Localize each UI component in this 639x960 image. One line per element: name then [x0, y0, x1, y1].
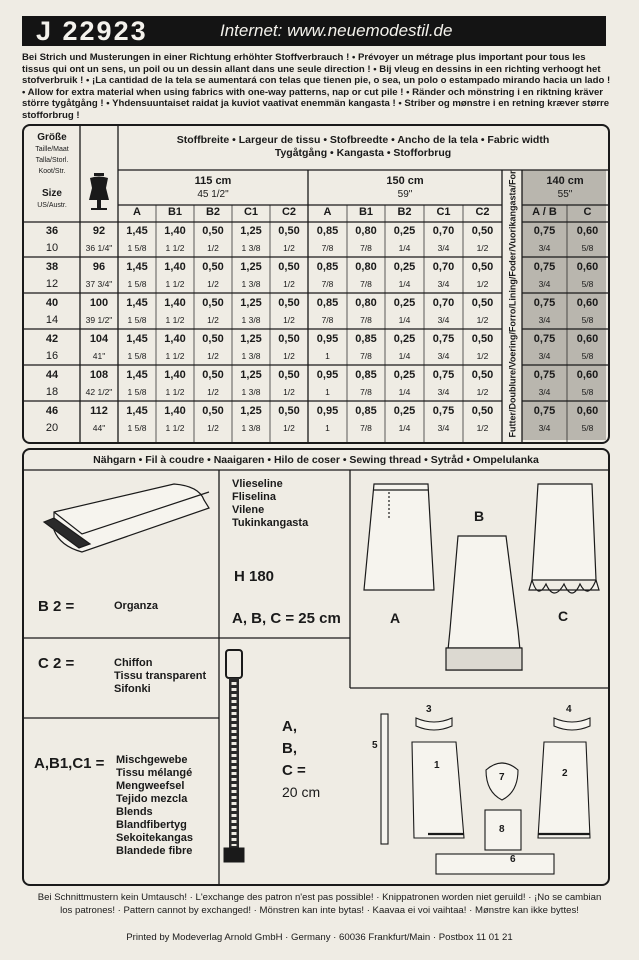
- view-a-skirt: [364, 484, 434, 590]
- bust-cm-0: 92: [92, 225, 106, 237]
- yard-115-4-4: 1/2: [283, 387, 295, 397]
- yard-115-2-0: 1 5/8: [127, 315, 147, 325]
- abc1-fabric-2: Mengweefsel: [116, 780, 185, 792]
- meter-150-1-4: 0,50: [471, 261, 494, 273]
- abc1-fabric-3: Tejido mezcla: [116, 793, 188, 805]
- fabric-width-title-2: Tygåtgång • Kangasta • Stofforbrug: [274, 147, 452, 159]
- yard-140-1-1: 5/8: [581, 279, 594, 289]
- b2-fabric: Organza: [114, 600, 159, 612]
- abc1-fabric-4: Blends: [116, 806, 153, 818]
- col-header-150-0: A: [323, 206, 332, 218]
- meter-115-3-2: 0,50: [202, 333, 224, 345]
- width-150-inch: 59": [397, 189, 413, 200]
- internet-address: Internet: www.neuemodestil.de: [220, 21, 453, 40]
- yard-140-3-0: 3/4: [538, 351, 551, 361]
- printed-by: Printed by Modeverlag Arnold GmbH · Germany · 60036 Frankfurt/Main · Postbox 11 01 21: [126, 932, 513, 943]
- size-eu-1: 38: [45, 261, 59, 273]
- yard-150-4-4: 1/2: [476, 387, 489, 397]
- abc1-fabric-7: Blandede fibre: [116, 845, 193, 857]
- meter-150-0-4: 0,50: [471, 225, 494, 237]
- interfacing-name-1: Fliselina: [232, 491, 277, 503]
- meter-150-2-4: 0,50: [471, 297, 494, 309]
- yard-150-3-3: 3/4: [437, 351, 450, 361]
- yard-150-0-2: 1/4: [398, 243, 411, 253]
- yard-140-4-0: 3/4: [538, 387, 551, 397]
- meter-150-4-4: 0,50: [471, 369, 494, 381]
- size-eu-0: 36: [45, 225, 59, 237]
- size-label-fr: Taille/Maat: [35, 146, 69, 153]
- meter-115-4-0: 1,45: [126, 369, 148, 381]
- yard-150-2-4: 1/2: [476, 315, 489, 325]
- meter-115-5-4: 0,50: [278, 405, 300, 417]
- yard-150-1-4: 1/2: [476, 279, 489, 289]
- yard-150-5-1: 7/8: [360, 423, 372, 433]
- exchange-notice-2: los patrones! · Pattern cannot by exchanged! · Mönstren kan inte bytas! · Kaavaa ei voi vaihtaa! · Mønstre kan ikke byttes!: [60, 905, 579, 916]
- piece-7: 7: [499, 772, 505, 783]
- meter-150-2-1: 0,80: [355, 297, 377, 309]
- yard-115-3-0: 1 5/8: [127, 351, 147, 361]
- col-header-150-1: B1: [358, 206, 374, 218]
- c2-fabric-3: Sifonki: [114, 683, 151, 695]
- meter-150-4-2: 0,25: [393, 369, 416, 381]
- meter-150-4-1: 0,85: [355, 369, 377, 381]
- meter-150-0-2: 0,25: [393, 225, 416, 237]
- lining-label: Futter/Doublure/Voering/Forro/Lining/Foder/Vuorikangasta/For: [507, 170, 518, 438]
- yard-150-0-0: 7/8: [321, 243, 334, 253]
- yard-115-4-2: 1/2: [207, 387, 219, 397]
- b2-label: B 2 =: [38, 598, 75, 615]
- sewing-thread-label: Nähgarn • Fil à coudre • Naaigaren • Hilo de coser • Sewing thread • Sytråd • Ompelulanka: [93, 454, 539, 466]
- interfacing-name-3: Tukinkangasta: [232, 517, 309, 529]
- width-115-cm: 115 cm: [194, 175, 232, 187]
- yard-150-2-3: 3/4: [437, 315, 450, 325]
- yard-115-0-1: 1 1/2: [165, 243, 185, 253]
- size-label: Größe: [37, 132, 67, 143]
- width-140-inch: 55": [557, 189, 573, 200]
- yard-150-2-0: 7/8: [321, 315, 334, 325]
- piece-5: 5: [372, 740, 378, 751]
- fabric-requirement-table: [22, 124, 610, 444]
- yard-115-5-1: 1 1/2: [165, 423, 185, 433]
- size-us-3: 16: [45, 350, 59, 362]
- size-us-0: 10: [45, 242, 59, 254]
- meter-115-1-2: 0,50: [202, 261, 224, 273]
- meter-140-1-0: 0,75: [533, 261, 556, 273]
- yard-115-5-3: 1 3/8: [241, 423, 261, 433]
- yard-150-5-2: 1/4: [398, 423, 411, 433]
- yard-115-1-2: 1/2: [207, 279, 219, 289]
- size-label-es: Talla/Storl.: [35, 157, 69, 164]
- meter-150-1-2: 0,25: [393, 261, 416, 273]
- interfacing-code: H 180: [234, 568, 275, 585]
- meter-140-4-1: 0,60: [576, 369, 599, 381]
- yard-115-4-0: 1 5/8: [127, 387, 147, 397]
- meter-115-1-3: 1,25: [240, 261, 262, 273]
- meter-115-0-1: 1,40: [164, 225, 186, 237]
- meter-115-2-3: 1,25: [240, 297, 262, 309]
- c2-fabric-2: Tissu transparent: [114, 670, 207, 682]
- meter-115-5-3: 1,25: [240, 405, 262, 417]
- meter-150-0-1: 0,80: [355, 225, 377, 237]
- view-c-skirt: [529, 484, 599, 593]
- yard-150-3-2: 1/4: [398, 351, 411, 361]
- yard-150-0-4: 1/2: [476, 243, 489, 253]
- fabric-bolt-icon: [44, 484, 209, 552]
- header-bar: [22, 16, 606, 46]
- size-us-5: 20: [45, 422, 59, 434]
- size-label-fi: Koot/Str.: [38, 168, 66, 175]
- size-us-1: 12: [45, 278, 59, 290]
- meter-150-0-0: 0,85: [316, 225, 339, 237]
- yard-140-0-0: 3/4: [538, 243, 551, 253]
- dress-form-icon: [89, 173, 109, 210]
- width-150-cm: 150 cm: [386, 175, 424, 187]
- meter-150-3-0: 0,95: [316, 333, 339, 345]
- yard-150-4-0: 1: [325, 387, 330, 397]
- yard-150-5-0: 1: [325, 423, 330, 433]
- yard-115-1-4: 1/2: [283, 279, 295, 289]
- meter-115-1-4: 0,50: [278, 261, 300, 273]
- col-header-115-1: B1: [167, 206, 183, 218]
- col-header-115-0: A: [133, 206, 141, 218]
- yard-150-1-2: 1/4: [398, 279, 411, 289]
- interfacing-name-2: Vilene: [232, 504, 265, 516]
- meter-150-5-0: 0,95: [316, 405, 339, 417]
- meter-115-5-1: 1,40: [164, 405, 186, 417]
- yard-115-4-1: 1 1/2: [165, 387, 185, 397]
- meter-115-3-3: 1,25: [240, 333, 262, 345]
- meter-140-3-1: 0,60: [576, 333, 599, 345]
- yard-115-2-4: 1/2: [283, 315, 295, 325]
- meter-140-3-0: 0,75: [533, 333, 556, 345]
- meter-140-2-0: 0,75: [533, 297, 556, 309]
- yard-140-0-1: 5/8: [581, 243, 594, 253]
- piece-2: 2: [562, 768, 568, 779]
- yard-115-3-3: 1 3/8: [241, 351, 261, 361]
- yard-150-0-3: 3/4: [437, 243, 450, 253]
- meter-115-3-0: 1,45: [126, 333, 148, 345]
- yard-150-4-2: 1/4: [398, 387, 411, 397]
- meter-150-1-1: 0,80: [355, 261, 377, 273]
- yard-150-3-4: 1/2: [476, 351, 489, 361]
- view-b-skirt: [446, 536, 522, 670]
- yard-115-5-4: 1/2: [283, 423, 295, 433]
- yard-150-5-3: 3/4: [437, 423, 450, 433]
- meter-150-4-0: 0,95: [316, 369, 339, 381]
- meter-150-2-2: 0,25: [393, 297, 416, 309]
- yard-150-3-0: 1: [325, 351, 330, 361]
- bust-cm-2: 100: [89, 297, 109, 309]
- yard-115-1-1: 1 1/2: [165, 279, 185, 289]
- c2-fabric-1: Chiffon: [114, 657, 153, 669]
- zipper-icon: [224, 650, 244, 862]
- yard-150-5-4: 1/2: [476, 423, 489, 433]
- meter-150-1-3: 0,70: [432, 261, 455, 273]
- size-eu-4: 44: [45, 369, 59, 381]
- view-c-label: C: [558, 608, 569, 624]
- yard-115-2-1: 1 1/2: [165, 315, 185, 325]
- meter-115-3-1: 1,40: [164, 333, 186, 345]
- size-eu-3: 42: [45, 333, 59, 345]
- meter-115-0-0: 1,45: [126, 225, 148, 237]
- meter-140-4-0: 0,75: [533, 369, 556, 381]
- meter-115-2-1: 1,40: [164, 297, 186, 309]
- meter-150-5-4: 0,50: [471, 405, 494, 417]
- yard-150-2-1: 7/8: [360, 315, 372, 325]
- bust-inch-3: 41": [92, 351, 106, 361]
- yard-150-1-1: 7/8: [360, 279, 372, 289]
- col-header-140-0: A / B: [532, 206, 557, 218]
- yard-150-2-2: 1/4: [398, 315, 411, 325]
- meter-150-2-3: 0,70: [432, 297, 455, 309]
- yard-150-3-1: 7/8: [360, 351, 372, 361]
- yard-115-0-0: 1 5/8: [127, 243, 147, 253]
- yard-140-1-0: 3/4: [538, 279, 551, 289]
- bust-inch-0: 36 1/4": [85, 243, 113, 253]
- meter-150-0-3: 0,70: [432, 225, 455, 237]
- meter-140-5-0: 0,75: [533, 405, 556, 417]
- width-115-inch: 45 1/2": [197, 189, 229, 200]
- abc1-label: A,B1,C1 =: [34, 755, 105, 772]
- meter-115-0-4: 0,50: [278, 225, 300, 237]
- meter-115-3-4: 0,50: [278, 333, 300, 345]
- meter-115-4-2: 0,50: [202, 369, 224, 381]
- size-us-4: 18: [45, 386, 59, 398]
- yard-140-4-1: 5/8: [581, 387, 594, 397]
- intro-text: Bei Strich und Musterungen in einer Richtung erhöhter Stoffverbrauch ! • Prévoyer un métrage plus important pour tous les tissus qui ont un sens, un poil ou un dessin allant dans une seule direction ! • Bij vleug en dessins in een richting verhoogt het stofverbruik ! • ¡La cantidad de la tela se aumentará con telas que tienen pie, o sea, un polo o estampado mirando hacia un lado ! • Allow for extra material when using fabrics with one-way patterns, nap or cut pile ! • Ränder och mönstring i en riktning kräver större tygåtgång ! • Yhdensuuntaiset raidat ja kuviot vaativat enemmän kangasta ! • Striber og mønstre i en retning kræver større stofforbrug !: [22, 52, 611, 121]
- yard-140-5-1: 5/8: [581, 423, 594, 433]
- yard-115-1-0: 1 5/8: [127, 279, 147, 289]
- us-size-sub: US/Austr.: [37, 202, 67, 209]
- piece-6: 6: [510, 854, 516, 865]
- meter-140-1-1: 0,60: [576, 261, 599, 273]
- yard-150-4-3: 3/4: [437, 387, 450, 397]
- meter-115-2-2: 0,50: [202, 297, 224, 309]
- meter-115-0-2: 0,50: [202, 225, 224, 237]
- yard-115-5-2: 1/2: [207, 423, 219, 433]
- size-eu-2: 40: [45, 297, 59, 309]
- meter-115-1-1: 1,40: [164, 261, 186, 273]
- notions-panel: [22, 448, 610, 886]
- meter-140-2-1: 0,60: [576, 297, 599, 309]
- notions-drawing: [24, 450, 608, 884]
- yard-115-2-3: 1 3/8: [241, 315, 261, 325]
- piece-4: 4: [566, 704, 572, 715]
- view-b-label: B: [474, 508, 485, 524]
- col-header-140-1: C: [583, 206, 592, 218]
- meter-115-2-0: 1,45: [126, 297, 148, 309]
- meter-140-0-0: 0,75: [533, 225, 556, 237]
- meter-115-5-0: 1,45: [126, 405, 148, 417]
- exchange-notice-1: Bei Schnittmustern kein Umtausch! · L'exchange des patron n'est pas possible! · Knippatronen worden niet geruild! · ¡No se cambian: [37, 892, 602, 903]
- yard-115-0-3: 1 3/8: [241, 243, 261, 253]
- yard-115-1-3: 1 3/8: [241, 279, 261, 289]
- meter-150-2-0: 0,85: [316, 297, 339, 309]
- meter-140-0-1: 0,60: [576, 225, 599, 237]
- meter-150-3-3: 0,75: [432, 333, 455, 345]
- pattern-piece-layout: [381, 714, 590, 874]
- col-header-115-4: C2: [281, 206, 297, 218]
- meter-115-4-4: 0,50: [278, 369, 300, 381]
- meter-150-1-0: 0,85: [316, 261, 339, 273]
- piece-1: 1: [434, 760, 440, 771]
- yard-115-2-2: 1/2: [207, 315, 219, 325]
- meter-115-2-4: 0,50: [278, 297, 300, 309]
- bust-cm-1: 96: [92, 261, 106, 273]
- meter-115-1-0: 1,45: [126, 261, 148, 273]
- yard-115-3-2: 1/2: [207, 351, 219, 361]
- yard-150-4-1: 7/8: [360, 387, 372, 397]
- bust-cm-5: 112: [90, 405, 108, 417]
- col-header-115-2: B2: [205, 206, 221, 218]
- size-us-2: 14: [45, 314, 59, 326]
- abc1-fabric-1: Tissu mélangé: [116, 767, 193, 779]
- col-header-115-3: C1: [243, 206, 259, 218]
- yard-150-1-0: 7/8: [321, 279, 334, 289]
- meter-150-4-3: 0,75: [432, 369, 455, 381]
- yard-115-4-3: 1 3/8: [241, 387, 261, 397]
- meter-115-5-2: 0,50: [202, 405, 224, 417]
- meter-140-5-1: 0,60: [576, 405, 599, 417]
- abc1-fabric-5: Blandfibertyg: [116, 819, 187, 831]
- yard-150-0-1: 7/8: [360, 243, 372, 253]
- yard-140-5-0: 3/4: [538, 423, 551, 433]
- yard-115-3-1: 1 1/2: [165, 351, 185, 361]
- yard-115-5-0: 1 5/8: [127, 423, 147, 433]
- view-a-label: A: [390, 610, 401, 626]
- zipper-line-1: A,: [282, 718, 297, 735]
- piece-8: 8: [499, 824, 505, 835]
- zipper-line-2: B,: [282, 740, 297, 757]
- meter-150-3-2: 0,25: [393, 333, 416, 345]
- yard-140-2-0: 3/4: [538, 315, 551, 325]
- bust-cm-3: 104: [89, 333, 109, 345]
- yard-115-0-4: 1/2: [283, 243, 295, 253]
- piece-3: 3: [426, 704, 432, 715]
- bust-inch-1: 37 3/4": [85, 279, 113, 289]
- col-header-150-2: B2: [397, 206, 412, 218]
- meter-115-4-1: 1,40: [164, 369, 186, 381]
- fabric-width-title: Stoffbreite • Largeur de tissu • Stofbreedte • Ancho de la tela • Fabric width: [176, 134, 550, 146]
- c2-label: C 2 =: [38, 655, 75, 672]
- bust-inch-2: 39 1/2": [85, 315, 113, 325]
- meter-150-5-1: 0,85: [355, 405, 377, 417]
- meter-115-4-3: 1,25: [240, 369, 262, 381]
- meter-115-0-3: 1,25: [240, 225, 262, 237]
- meter-150-5-2: 0,25: [393, 405, 416, 417]
- zipper-length: 20 cm: [282, 784, 321, 800]
- interfacing-name-0: Vlieseline: [232, 478, 283, 490]
- meter-150-5-3: 0,75: [432, 405, 455, 417]
- yard-115-3-4: 1/2: [283, 351, 295, 361]
- meter-150-3-4: 0,50: [471, 333, 494, 345]
- yard-115-0-2: 1/2: [207, 243, 219, 253]
- meter-150-3-1: 0,85: [355, 333, 377, 345]
- us-size-label: Size: [41, 188, 62, 199]
- yard-150-1-3: 3/4: [437, 279, 450, 289]
- abc1-fabric-0: Mischgewebe: [116, 754, 188, 766]
- bust-inch-5: 44": [92, 423, 106, 433]
- pattern-number: J 22923: [36, 15, 148, 46]
- col-header-150-4: C2: [475, 206, 490, 218]
- width-140-cm: 140 cm: [546, 175, 584, 187]
- bust-inch-4: 42 1/2": [85, 387, 113, 397]
- size-eu-5: 46: [45, 405, 59, 417]
- yard-140-2-1: 5/8: [581, 315, 594, 325]
- interfacing-amount: A, B, C = 25 cm: [232, 610, 341, 627]
- yard-140-3-1: 5/8: [581, 351, 594, 361]
- col-header-150-3: C1: [436, 206, 451, 218]
- zipper-line-3: C =: [282, 762, 306, 779]
- abc1-fabric-6: Sekoitekangas: [116, 832, 194, 844]
- bust-cm-4: 108: [89, 369, 109, 381]
